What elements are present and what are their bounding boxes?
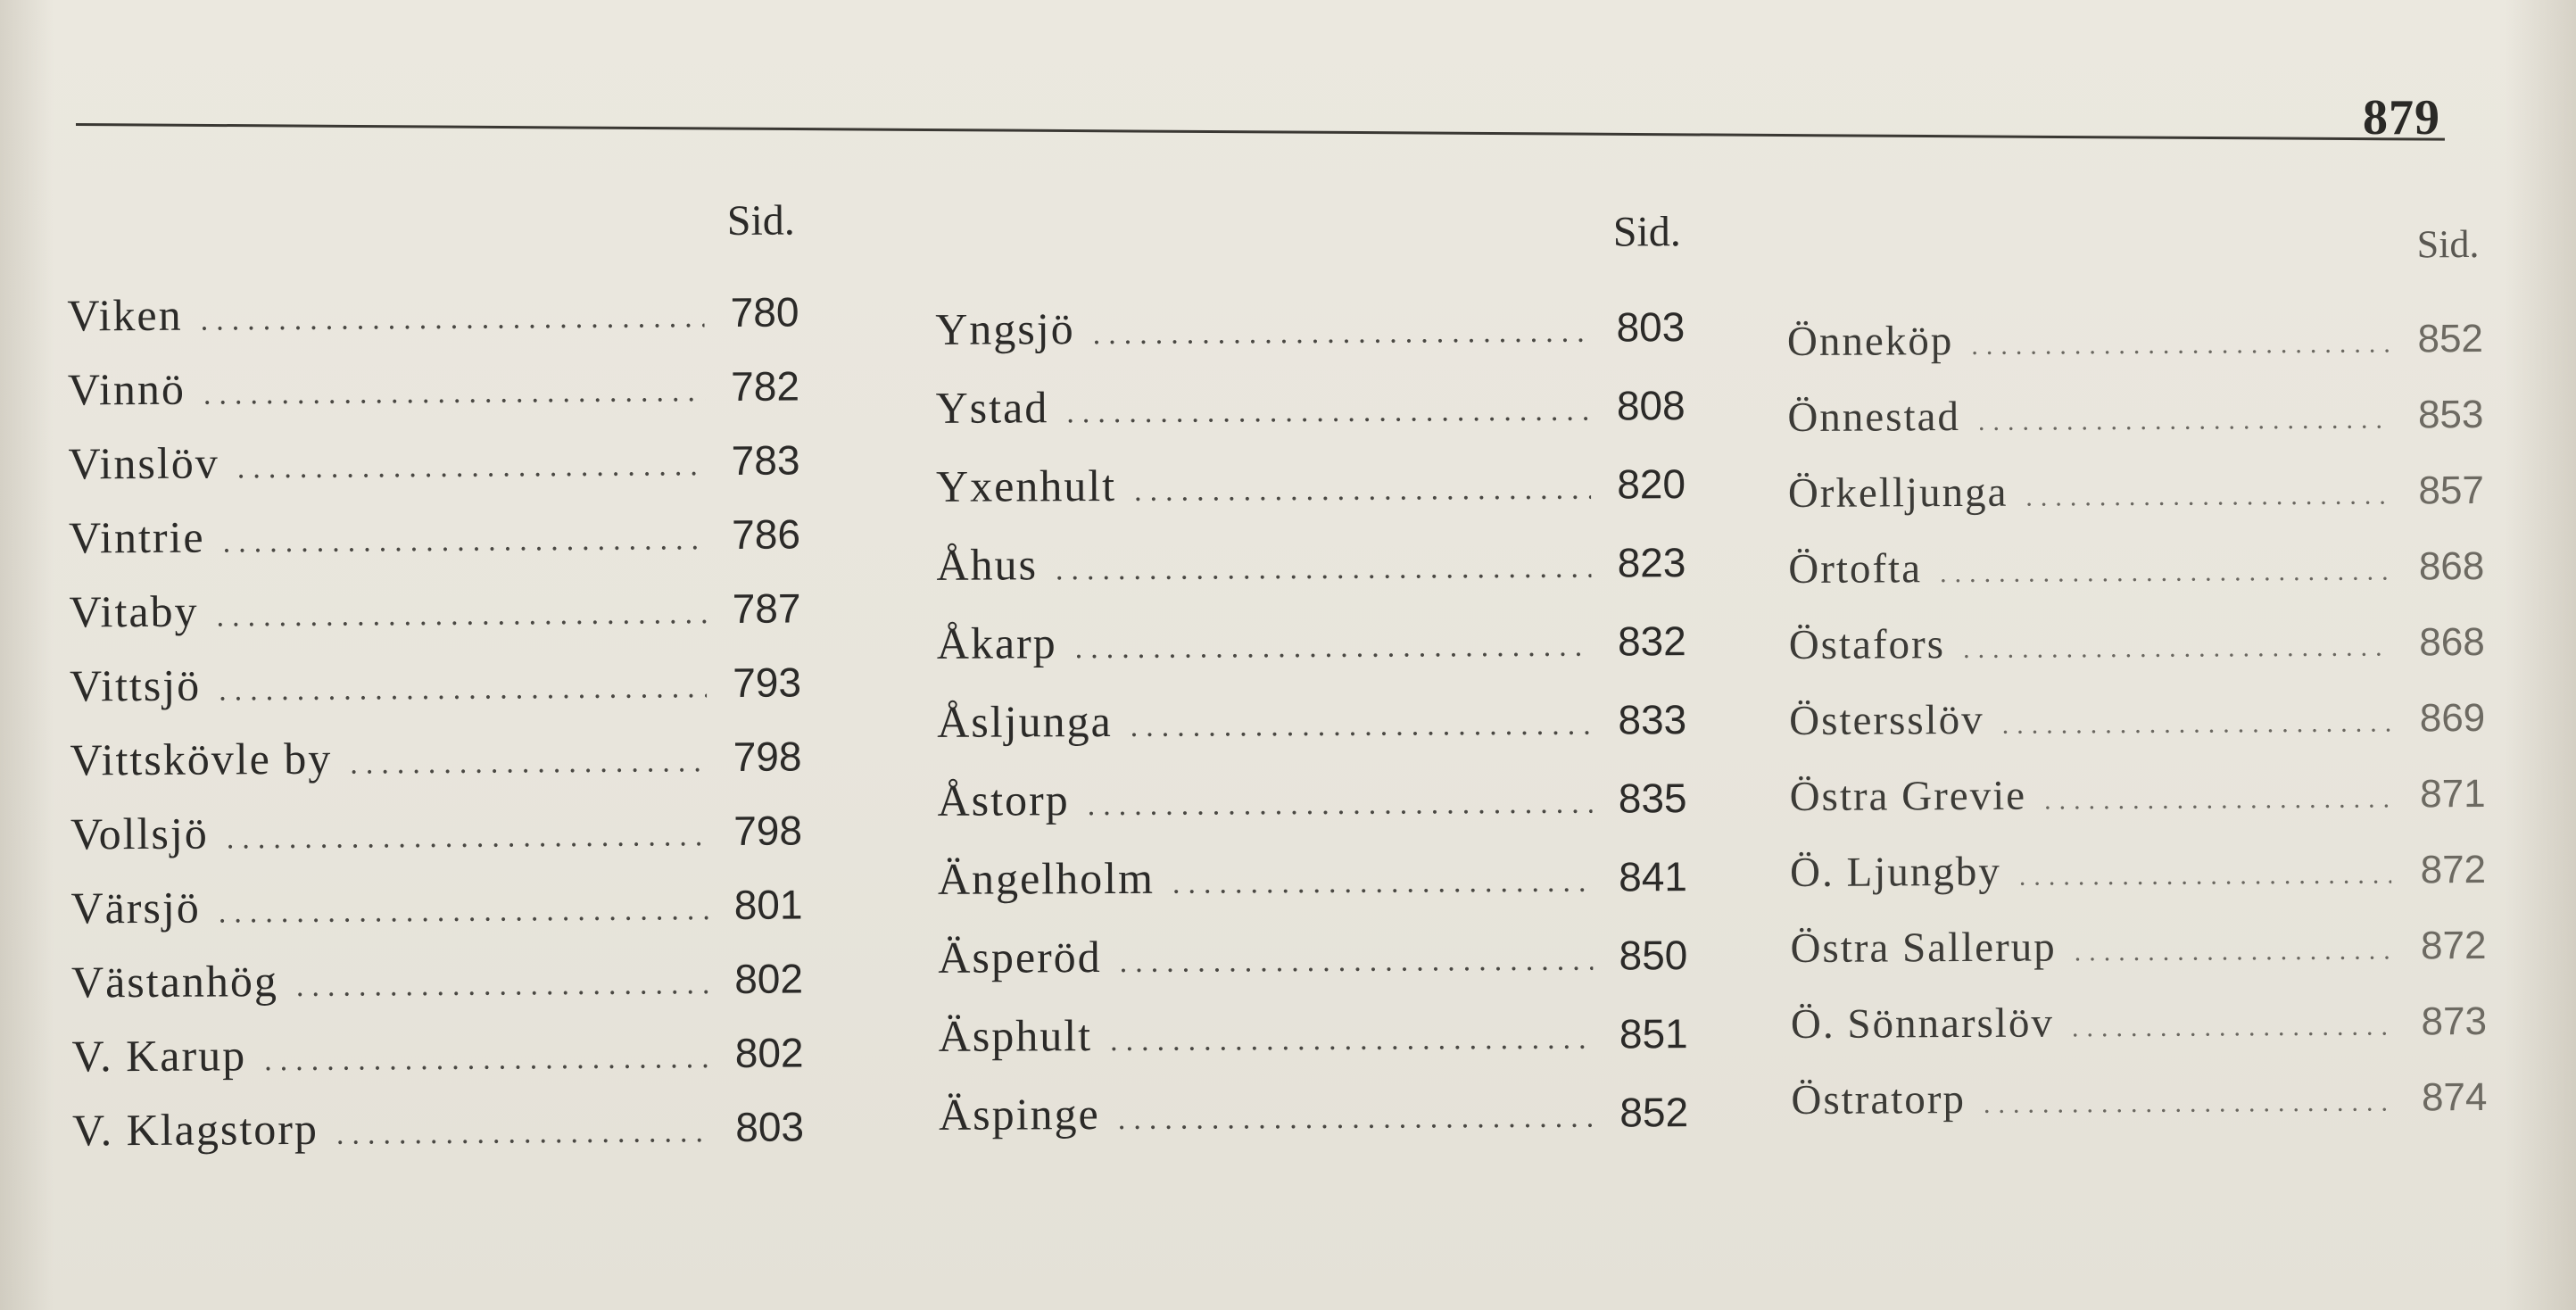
index-entry [1791, 1073, 2487, 1152]
page-reference: 803 [735, 1103, 805, 1150]
dot-leader [264, 1041, 709, 1078]
index-entry [1790, 845, 2486, 924]
index-entry [936, 378, 1686, 460]
place-name: Ystad [935, 382, 1049, 433]
dot-leader [2002, 709, 2391, 741]
place-name: Örkelljunga [1787, 468, 2009, 518]
dot-leader [1984, 1088, 2393, 1120]
dot-leader [350, 745, 707, 781]
page-reference: 869 [2419, 695, 2486, 741]
index-entry [1787, 390, 2483, 469]
place-name: Örtofta [1788, 545, 1923, 593]
place-name: Östafors [1788, 621, 1946, 669]
page-reference: 833 [1618, 696, 1687, 743]
sid-header: Sid. [726, 196, 795, 245]
page-reference: 802 [734, 955, 804, 1002]
place-name: Yngsjö [935, 303, 1075, 354]
dot-leader [223, 523, 707, 560]
page-reference: 852 [2417, 316, 2484, 361]
place-name: Östratorp [1791, 1076, 1967, 1124]
place-name: Yxenhult [935, 460, 1117, 511]
place-name: Vintrie [68, 511, 205, 563]
page-reference: 783 [731, 436, 800, 484]
dot-leader [1971, 329, 2389, 361]
dot-leader [1056, 551, 1592, 588]
place-name: Vollsjö [70, 808, 209, 859]
index-entry [1790, 769, 2486, 849]
dot-leader [219, 893, 708, 930]
index-entry [936, 535, 1686, 618]
page-reference: 871 [2420, 771, 2486, 817]
place-name: Vittsjö [69, 659, 202, 711]
page-reference: 853 [2417, 392, 2484, 437]
dot-leader [1120, 944, 1594, 980]
dot-leader [2072, 1012, 2392, 1044]
page-reference: 823 [1617, 539, 1686, 586]
dot-leader [227, 819, 708, 856]
place-name: V. Klagstorp [71, 1103, 319, 1156]
index-entry [1789, 618, 2485, 697]
page-reference: 787 [732, 585, 801, 632]
index-entry [939, 1007, 1688, 1089]
header-rule [76, 123, 2445, 141]
place-name: Ängelholm [937, 852, 1155, 904]
dot-leader [237, 449, 706, 485]
index-entry [71, 1025, 803, 1104]
dot-leader [1134, 473, 1591, 509]
dot-leader [219, 671, 707, 708]
page-reference: 873 [2421, 999, 2488, 1044]
place-name: Östra Grevie [1789, 772, 2027, 821]
place-name: Vitaby [69, 585, 199, 637]
place-name: Ö. Sönnarslöv [1790, 999, 2055, 1049]
index-entry [71, 951, 803, 1030]
dot-leader [2019, 860, 2391, 892]
dot-leader [1088, 787, 1593, 823]
index-entry [938, 850, 1687, 932]
index-entry [1788, 466, 2484, 545]
page-reference: 835 [1618, 775, 1687, 822]
index-entry [69, 581, 800, 659]
dot-leader [1172, 866, 1593, 901]
index-entry [1790, 921, 2486, 1000]
page-reference: 832 [1617, 618, 1686, 665]
dot-leader [216, 597, 706, 634]
place-name: Ö. Ljungby [1789, 848, 2001, 897]
index-entry [1789, 693, 2485, 773]
dot-leader [203, 375, 705, 411]
place-name: V. Karup [71, 1030, 247, 1082]
page-reference: 872 [2420, 847, 2487, 892]
page-reference: 820 [1617, 460, 1686, 508]
index-entry [70, 729, 801, 808]
index-entry [68, 360, 799, 438]
index-entry [937, 692, 1686, 775]
place-name: Äspinge [938, 1089, 1100, 1140]
page-reference: 802 [734, 1029, 804, 1076]
page-reference: 874 [2421, 1074, 2488, 1120]
page-reference: 841 [1619, 853, 1688, 900]
dot-leader [336, 1115, 709, 1152]
index-entry [68, 434, 799, 512]
page-reference: 786 [732, 510, 801, 558]
page-reference: 872 [2420, 923, 2487, 968]
index-entry [70, 803, 802, 882]
dot-leader [2025, 481, 2390, 513]
dot-leader [201, 301, 705, 337]
place-name: Äsperöd [938, 932, 1102, 982]
page-reference: 850 [1619, 932, 1688, 979]
dot-leader [1110, 1023, 1594, 1058]
index-entry [939, 1085, 1688, 1167]
dot-leader [1093, 316, 1591, 352]
place-name: Värsjö [70, 882, 201, 933]
place-name: Vinslöv [68, 437, 219, 489]
index-column-1 [67, 196, 805, 1179]
dot-leader [2075, 936, 2392, 968]
index-entry [70, 655, 801, 734]
page-reference: 803 [1616, 303, 1686, 351]
index-entry [937, 771, 1686, 853]
dot-leader [1963, 633, 2390, 666]
page-reference: 868 [2418, 543, 2485, 589]
page-reference: 782 [731, 362, 800, 410]
index-entry [67, 286, 799, 364]
index-entry [936, 457, 1686, 539]
dot-leader [1131, 709, 1593, 744]
place-name: Västanhög [70, 956, 279, 1007]
page-reference: 851 [1619, 1010, 1688, 1057]
page-reference: 780 [730, 288, 799, 336]
page-reference: 801 [733, 881, 803, 928]
place-name: Vittskövle by [70, 733, 333, 785]
sid-header: Sid. [1612, 208, 1681, 256]
dot-leader [1978, 405, 2390, 437]
page-reference: 852 [1619, 1089, 1689, 1136]
dot-leader [1066, 394, 1591, 431]
place-name: Åsljunga [937, 695, 1113, 747]
place-name: Åstorp [937, 775, 1070, 825]
index-entry [1791, 997, 2487, 1076]
place-name: Vinnö [67, 363, 186, 415]
page-number: 879 [2363, 90, 2440, 145]
page-reference: 798 [733, 807, 803, 854]
page-reference: 857 [2418, 468, 2484, 513]
dot-leader [2044, 784, 2391, 817]
place-name: Önnestad [1787, 394, 1961, 442]
place-name: Åkarp [936, 618, 1057, 668]
dot-leader [296, 967, 708, 1004]
place-name: Önneköp [1786, 318, 1954, 366]
index-entry [72, 1099, 804, 1178]
place-name: Östra Sallerup [1790, 924, 2057, 973]
sid-header: Sid. [2416, 221, 2480, 267]
index-entry [69, 507, 800, 585]
index-entry [937, 614, 1686, 696]
place-name: Östersslöv [1789, 696, 1984, 745]
page-reference: 793 [733, 659, 802, 706]
dot-leader [1940, 557, 2390, 590]
index-column-2 [935, 207, 1689, 1167]
place-name: Viken [67, 289, 183, 341]
index-entry [70, 877, 802, 956]
page-reference: 808 [1616, 382, 1686, 429]
dot-leader [1075, 630, 1592, 667]
place-name: Åhus [936, 539, 1039, 590]
page-reference: 798 [733, 733, 802, 780]
index-column-3 [1786, 221, 2487, 1152]
index-entry [1788, 542, 2484, 621]
place-name: Äsphult [938, 1010, 1093, 1061]
dot-leader [1118, 1101, 1594, 1137]
index-entry [1787, 314, 2483, 394]
index-entry [935, 300, 1685, 382]
index-entry [938, 928, 1687, 1010]
page-reference: 868 [2419, 619, 2485, 665]
